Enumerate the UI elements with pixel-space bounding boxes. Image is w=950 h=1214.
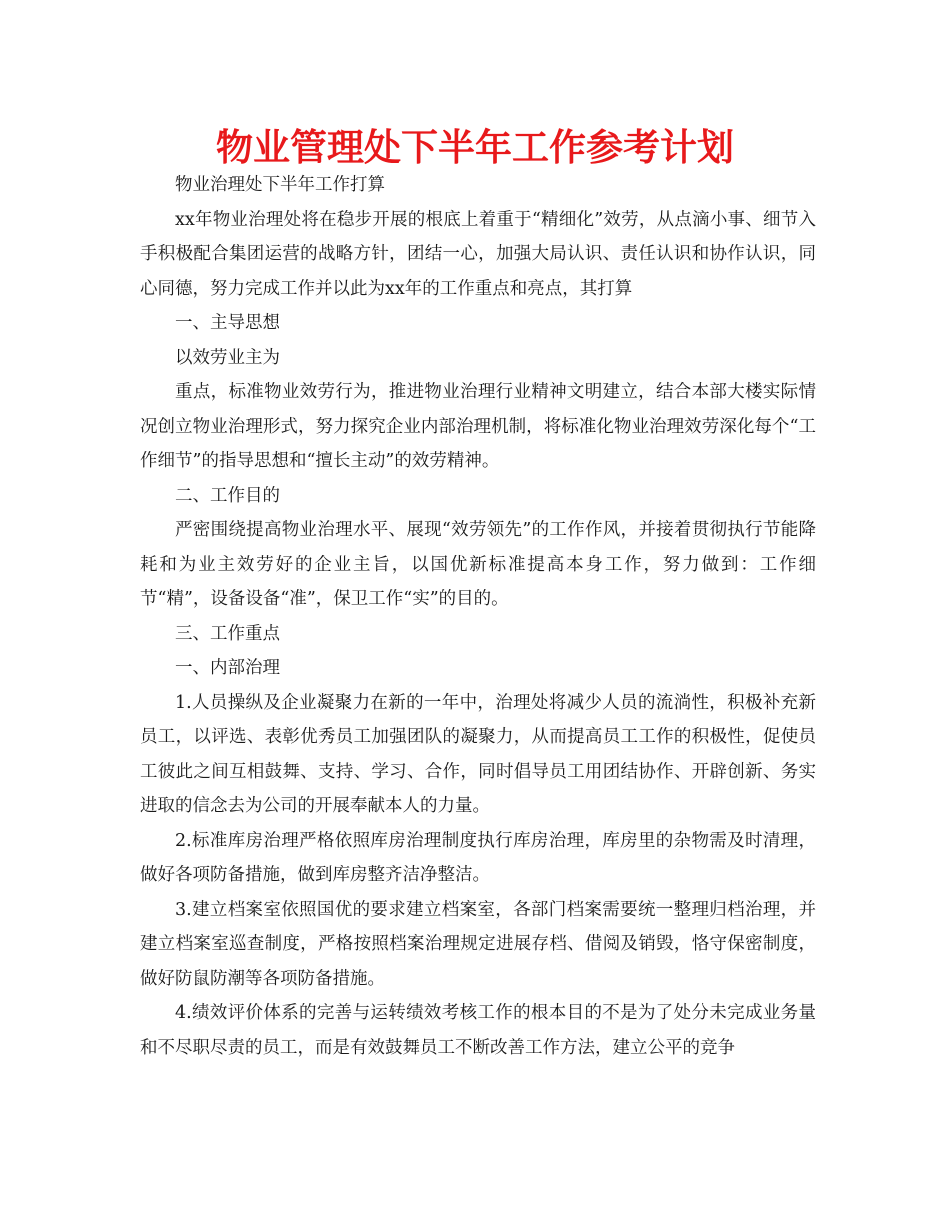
list-item: 2.标准库房治理严格依照库房治理制度执行库房治理，库房里的杂物需及时清理，做好各项防备措施，做到库房整齐洁净整洁。 — [140, 830, 816, 885]
document-title: 物业管理处下半年工作参考计划 — [216, 126, 734, 169]
paragraph: 重点，标准物业效劳行为，推进物业治理行业精神文明建立，结合本部大楼实际情况创立物业治理形式，努力探究企业内部治理机制，将标准化物业治理效劳深化每个“工作细节”的指导思想和“擅长主动”的效劳精神。 — [140, 382, 816, 471]
paragraph: 以效劳业主为 — [175, 347, 280, 368]
list-item: 4.绩效评价体系的完善与运转绩效考核工作的根本目的不是为了处分未完成业务量和不尽职尽责的员工，而是有效鼓舞员工不断改善工作方法，建立公平的竞争 — [140, 1003, 816, 1058]
paragraph-intro: xx年物业治理处将在稳步开展的根底上着重于“精细化”效劳，从点滴小事、细节入手积极配合集团运营的战略方针，团结一心，加强大局认识、责任认识和协作认识，同心同德，努力完成工作并以此为xx年的工作重点和亮点，其打算 — [140, 209, 816, 299]
paragraph: 严密围绕提高物业治理水平、展现“效劳领先”的工作作风，并接着贯彻执行节能降耗和为业主效劳好的企业主旨，以国优新标准提高本身工作，努力做到：工作细节“精”，设备设备“准”，保卫工作“实”的目的。 — [140, 520, 816, 609]
subsection-heading-internal-management: 一、内部治理 — [175, 658, 280, 678]
document-body — [140, 168, 816, 1065]
list-item: 3.建立档案室依照国优的要求建立档案室，各部门档案需要统一整理归档治理，并建立档案室巡查制度，严格按照档案治理规定进展存档、借阅及销毁，恪守保密制度，做好防鼠防潮等各项防备措施。 — [140, 899, 816, 989]
section-heading-goals: 二、工作目的 — [175, 485, 280, 506]
list-item: 1.人员操纵及企业凝聚力在新的一年中，治理处将减少人员的流淌性，积极补充新员工，以评选、表彰优秀员工加强团队的凝聚力，从而提高员工工作的积极性，促使员工彼此之间互相鼓舞、支持、学习、合作，同时倡导员工用团结协作、开辟创新、务实进取的信念去为公司的开展奉献本人的力量。 — [140, 692, 816, 816]
paragraph-subtitle: 物业治理处下半年工作打算 — [175, 175, 385, 195]
section-heading-key-work: 三、工作重点 — [175, 623, 280, 644]
section-heading-guiding-idea: 一、主导思想 — [175, 313, 280, 333]
